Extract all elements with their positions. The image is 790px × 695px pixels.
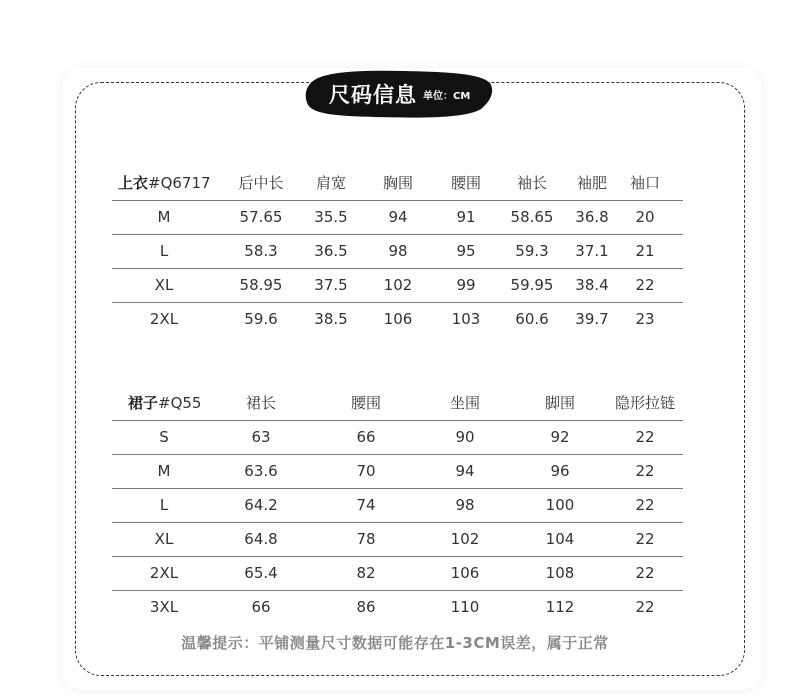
column-header: 肩宽 bbox=[315, 174, 347, 192]
size-cell: 2XL bbox=[149, 310, 179, 328]
column-header: 袖口 bbox=[629, 174, 661, 192]
value-cell: 106 bbox=[383, 310, 413, 328]
value-cell: 95 bbox=[456, 242, 476, 260]
value-cell: 35.5 bbox=[314, 208, 348, 226]
table-header-row bbox=[112, 167, 683, 201]
size-cell: M bbox=[157, 462, 171, 480]
skirt-size-table bbox=[112, 387, 683, 624]
value-cell: 65.4 bbox=[244, 564, 278, 582]
column-header: 袖长 bbox=[516, 174, 548, 192]
value-cell: 21 bbox=[635, 242, 655, 260]
column-header: 脚围 bbox=[544, 394, 576, 412]
column-header: 腰围 bbox=[450, 174, 482, 192]
value-cell: 94 bbox=[388, 208, 408, 226]
table-row bbox=[112, 201, 683, 235]
value-cell: 59.6 bbox=[244, 310, 278, 328]
value-cell: 94 bbox=[455, 462, 475, 480]
value-cell: 64.2 bbox=[244, 496, 278, 514]
page-title: 尺码信息 bbox=[329, 83, 417, 107]
value-cell: 86 bbox=[356, 598, 376, 616]
value-cell: 60.6 bbox=[515, 310, 549, 328]
value-cell: 57.65 bbox=[239, 208, 283, 226]
size-cell: M bbox=[157, 208, 171, 226]
size-cell: 3XL bbox=[149, 598, 179, 616]
size-cell: 2XL bbox=[149, 564, 179, 582]
size-cell: L bbox=[159, 242, 169, 260]
table-label: 裙子#Q55 bbox=[128, 394, 202, 412]
value-cell: 36.8 bbox=[575, 208, 609, 226]
value-cell: 90 bbox=[455, 428, 475, 446]
column-header: 袖肥 bbox=[576, 174, 608, 192]
value-cell: 64.8 bbox=[244, 530, 278, 548]
value-cell: 96 bbox=[550, 462, 570, 480]
table-row bbox=[112, 455, 683, 489]
value-cell: 99 bbox=[456, 276, 476, 294]
value-cell: 22 bbox=[635, 428, 655, 446]
value-cell: 22 bbox=[635, 496, 655, 514]
value-cell: 38.5 bbox=[314, 310, 348, 328]
column-header: 胸围 bbox=[382, 174, 414, 192]
value-cell: 70 bbox=[356, 462, 376, 480]
table-row bbox=[112, 269, 683, 303]
value-cell: 74 bbox=[356, 496, 376, 514]
value-cell: 112 bbox=[545, 598, 575, 616]
value-cell: 23 bbox=[635, 310, 655, 328]
table-row bbox=[112, 557, 683, 591]
value-cell: 22 bbox=[635, 530, 655, 548]
value-cell: 102 bbox=[383, 276, 413, 294]
value-cell: 91 bbox=[456, 208, 476, 226]
value-cell: 59.95 bbox=[510, 276, 554, 294]
table-row bbox=[112, 591, 683, 624]
column-header: 坐围 bbox=[449, 394, 481, 412]
size-cell: XL bbox=[154, 276, 174, 294]
value-cell: 22 bbox=[635, 276, 655, 294]
value-cell: 59.3 bbox=[515, 242, 549, 260]
table-row bbox=[112, 303, 683, 336]
value-cell: 110 bbox=[450, 598, 480, 616]
value-cell: 63.6 bbox=[244, 462, 278, 480]
unit-label: 单位：CM bbox=[423, 91, 471, 102]
value-cell: 22 bbox=[635, 598, 655, 616]
column-header: 后中长 bbox=[238, 174, 284, 192]
size-cell: S bbox=[159, 428, 169, 446]
value-cell: 58.95 bbox=[239, 276, 283, 294]
value-cell: 104 bbox=[545, 530, 575, 548]
size-cell: XL bbox=[154, 530, 174, 548]
table-header-row bbox=[112, 387, 683, 421]
value-cell: 98 bbox=[455, 496, 475, 514]
value-cell: 37.5 bbox=[314, 276, 348, 294]
value-cell: 37.1 bbox=[575, 242, 609, 260]
table-row bbox=[112, 489, 683, 523]
value-cell: 92 bbox=[550, 428, 570, 446]
table-row bbox=[112, 235, 683, 269]
value-cell: 58.65 bbox=[510, 208, 554, 226]
value-cell: 63 bbox=[251, 428, 271, 446]
value-cell: 66 bbox=[356, 428, 376, 446]
measurement-tip: 温馨提示：平铺测量尺寸数据可能存在1-3CM误差，属于正常 bbox=[181, 634, 609, 652]
table-label: 上衣#Q6717 bbox=[118, 174, 211, 192]
table-row bbox=[112, 523, 683, 557]
value-cell: 103 bbox=[451, 310, 481, 328]
value-cell: 102 bbox=[450, 530, 480, 548]
value-cell: 20 bbox=[635, 208, 655, 226]
value-cell: 78 bbox=[356, 530, 376, 548]
value-cell: 22 bbox=[635, 564, 655, 582]
value-cell: 82 bbox=[356, 564, 376, 582]
value-cell: 108 bbox=[545, 564, 575, 582]
top-size-table bbox=[112, 167, 683, 336]
value-cell: 39.7 bbox=[575, 310, 609, 328]
value-cell: 98 bbox=[388, 242, 408, 260]
value-cell: 22 bbox=[635, 462, 655, 480]
size-cell: L bbox=[159, 496, 169, 514]
value-cell: 38.4 bbox=[575, 276, 609, 294]
value-cell: 58.3 bbox=[244, 242, 278, 260]
column-header: 隐形拉链 bbox=[614, 394, 676, 412]
table-row bbox=[112, 421, 683, 455]
value-cell: 100 bbox=[545, 496, 575, 514]
value-cell: 66 bbox=[251, 598, 271, 616]
column-header: 裙长 bbox=[245, 394, 277, 412]
value-cell: 106 bbox=[450, 564, 480, 582]
column-header: 腰围 bbox=[350, 394, 382, 412]
value-cell: 36.5 bbox=[314, 242, 348, 260]
